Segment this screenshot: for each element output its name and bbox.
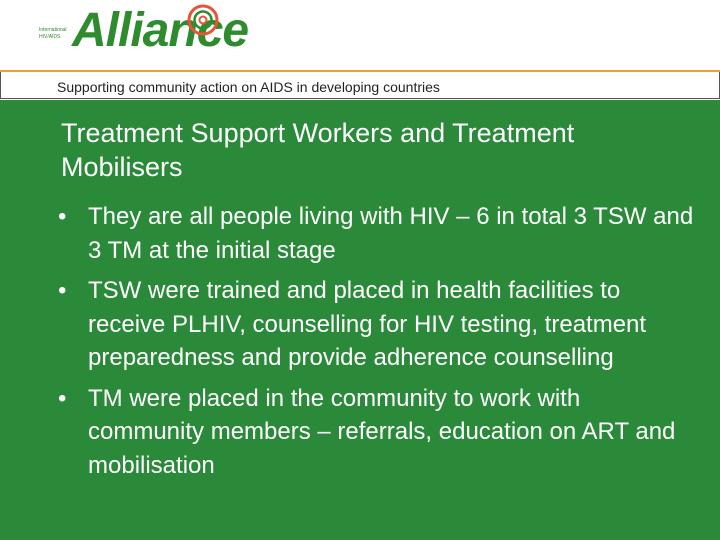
header — [0, 0, 720, 100]
bullet-text: TM were placed in the community to work with community members – referrals, education on ART and mobilisation — [88, 384, 676, 479]
bullet-glyph: • — [58, 384, 67, 412]
alliance-logo — [36, 3, 249, 67]
tagline: Supporting community action on AIDS in developing countries — [57, 79, 440, 95]
bullet-item — [58, 200, 698, 267]
slide-title: Treatment Support Workers and Treatment Mobilisers — [61, 118, 575, 182]
bullet-list — [58, 200, 698, 489]
bullet-text: TSW were trained and placed in health facilities to receive PLHIV, counselling for HIV testing, treatment preparedness and provide adherence counselling — [88, 277, 647, 371]
logo-small-text: International HIV/AIDS — [39, 27, 67, 40]
tagline-bar — [0, 72, 720, 99]
logo-wordmark: Alliance — [72, 4, 249, 57]
bullet-text: They are all people living with HIV – 6 in total 3 TSW and 3 TM at the initial stage — [88, 203, 694, 264]
bullet-glyph: • — [58, 277, 67, 304]
bullet-item — [58, 274, 698, 375]
bullet-item — [58, 382, 698, 483]
bullet-glyph: • — [58, 203, 67, 230]
swirl-icon — [186, 3, 220, 37]
slide-body — [0, 100, 720, 540]
